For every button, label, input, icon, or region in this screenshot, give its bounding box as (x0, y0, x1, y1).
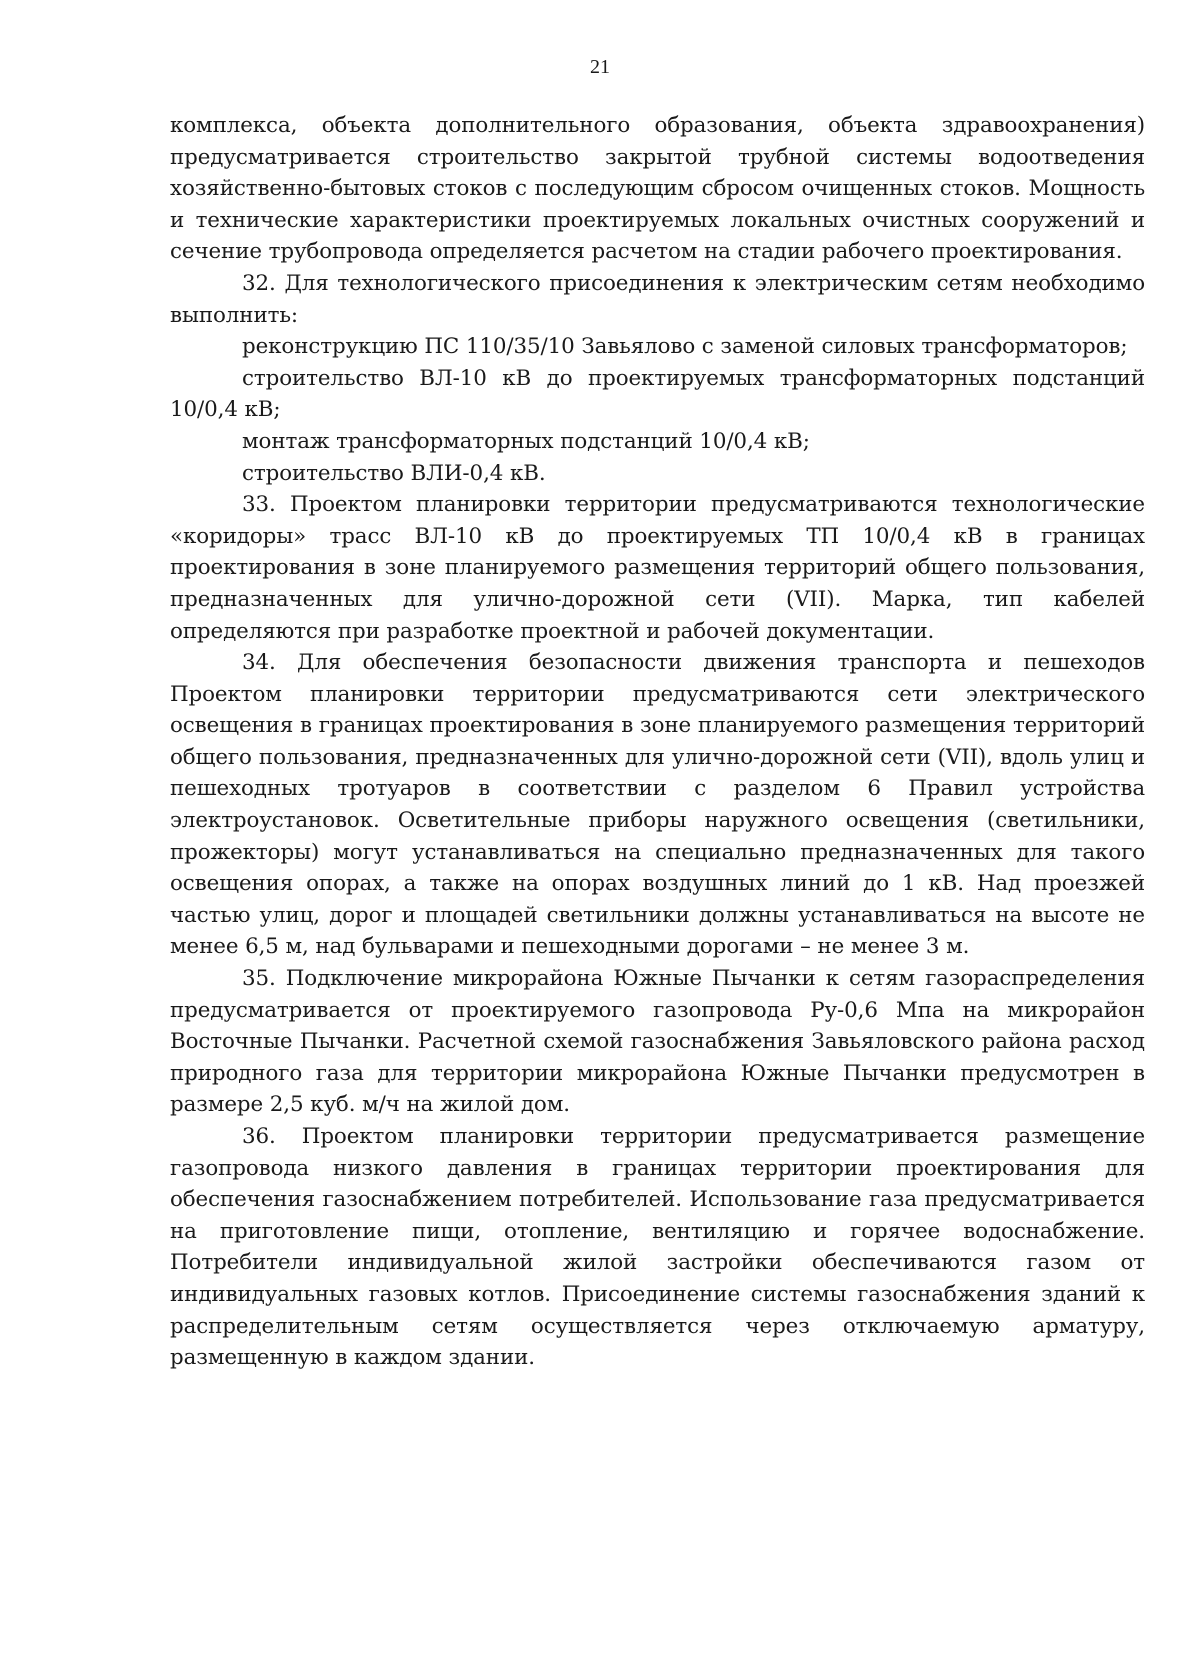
paragraph-item-34: 34. Для обеспечения безопасности движения транспорта и пешеходов Проектом планировки территории предусматриваются сети электрического освещения в границах проектирования в зоне планируемого размещения территорий общего пользования, предназначенных для улично-дорожной сети (VII), вдоль улиц и пешеходных тротуаров в соответствии с разделом 6 Правил устройства электроустановок. Осветительные приборы наружного освещения (светильники, прожекторы) могут устанавливаться на специально предназначенных для такого освещения опорах, а также на опорах воздушных линий до 1 кВ. Над проезжей частью улиц, дорог и площадей светильники должны устанавливаться на высоте не менее 6,5 м, над бульварами и пешеходными дорогами – не менее 3 м. (170, 650, 1145, 960)
paragraph-item-36: 36. Проектом планировки территории предусматривается размещение газопровода низкого давления в границах территории проектирования для обеспечения газоснабжением потребителей. Использование газа предусматривается на приготовление пищи, отопление, вентиляцию и горячее водоснабжение. Потребители индивидуальной жилой застройки обеспечиваются газом от индивидуальных газовых котлов. Присоединение системы газоснабжения зданий к распределительным сетям осуществляется через отключаемую арматуру, размещенную в каждом здании. (170, 1124, 1145, 1371)
paragraph-item-35: 35. Подключение микрорайона Южные Пычанки к сетям газораспределения предусматривается от проектируемого газопровода Ру-0,6 Мпа на микрорайон Восточные Пычанки. Расчетной схемой газоснабжения Завьяловского района расход природного газа для территории микрорайона Южные Пычанки предусмотрен в размере 2,5 куб. м/ч на жилой дом. (170, 966, 1145, 1118)
document-body (170, 110, 1145, 1374)
list-item-substations: монтаж трансформаторных подстанций 10/0,4 кВ; (242, 428, 810, 454)
page-number: 21 (590, 56, 610, 78)
list-item-overhead-line: строительство ВЛ-10 кВ до проектируемых трансформаторных подстанций 10/0,4 кВ; (170, 365, 1145, 423)
paragraph-continuation: комплекса, объекта дополнительного образования, объекта здравоохранения) предусматривается строительство закрытой трубной системы водоотведения хозяйственно-бытовых стоков с последующим сбросом очищенных стоков. Мощность и технические характеристики проектируемых локальных очистных сооружений и сечение трубопровода определяется расчетом на стадии рабочего проектирования. (170, 113, 1145, 265)
list-item-vli: строительство ВЛИ-0,4 кВ. (242, 460, 546, 486)
paragraph-item-33: 33. Проектом планировки территории предусматриваются технологические «коридоры» трасс ВЛ-10 кВ до проектируемых ТП 10/0,4 кВ в границах проектирования в зоне планируемого размещения территорий общего пользования, предназначенных для улично-дорожной сети (VII). Марка, тип кабелей определяются при разработке проектной и рабочей документации. (170, 492, 1145, 644)
paragraph-item-32: 32. Для технологического присоединения к электрическим сетям необходимо выполнить: (170, 270, 1145, 328)
list-item-reconstruction: реконструкцию ПС 110/35/10 Завьялово с заменой силовых трансформаторов; (242, 334, 1128, 360)
